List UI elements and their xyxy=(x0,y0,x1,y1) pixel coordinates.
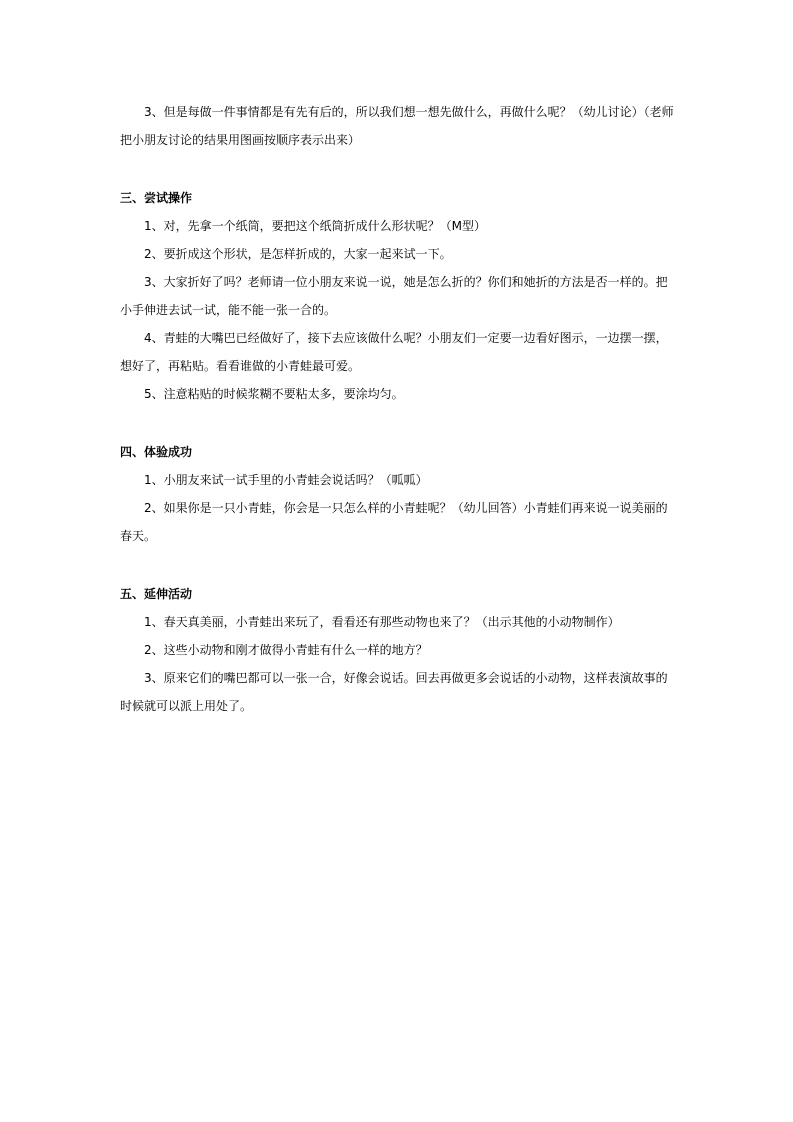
paragraph-s3-item5: 5、注意粘贴的时候浆糊不要粘太多，要涂均匀。 xyxy=(144,387,404,401)
document-body xyxy=(120,98,676,720)
spacer xyxy=(120,550,676,580)
section-heading-4: 四、体验成功 xyxy=(120,445,193,459)
section-heading-5: 五、延伸活动 xyxy=(120,587,193,601)
spacer xyxy=(120,408,676,438)
paragraph-s2-item3: 3、但是每做一件事情都是有先有后的，所以我们想一想先做什么，再做什么呢？（幼儿讨论）（老师把小朋友讨论的结果用图画按顺序表示出来） xyxy=(120,105,674,147)
paragraph-s3-item4: 4、青蛙的大嘴巴已经做好了，接下去应该做什么呢？小朋友们一定要一边看好图示，一边摆一摆，想好了，再粘贴。看看谁做的小青蛙最可爱。 xyxy=(120,331,668,373)
paragraph-s3-item2: 2、要折成这个形状，是怎样折成的，大家一起来试一下。 xyxy=(144,247,452,261)
paragraph-s3-item3: 3、大家折好了吗？老师请一位小朋友来说一说，她是怎么折的？你们和她折的方法是否一样的。把小手伸进去试一试，能不能一张一合的。 xyxy=(120,275,668,317)
paragraph-s4-item1: 1、小朋友来试一试手里的小青蛙会说话吗？（呱呱） xyxy=(144,473,428,487)
paragraph-s4-item2: 2、如果你是一只小青蛙，你会是一只怎么样的小青蛙呢？（幼儿回答）小青蛙们再来说一说美丽的春天。 xyxy=(120,501,668,543)
paragraph-s5-item2: 2、这些小动物和刚才做得小青蛙有什么一样的地方？ xyxy=(144,643,428,657)
section-heading-3: 三、尝试操作 xyxy=(120,191,193,205)
paragraph-s3-item1: 1、对，先拿一个纸筒，要把这个纸筒折成什么形状呢？（M型） xyxy=(144,219,486,233)
paragraph-s5-item3: 3、原来它们的嘴巴都可以一张一合，好像会说话。回去再做更多会说话的小动物，这样表演故事的时候就可以派上用处了。 xyxy=(120,671,668,713)
spacer xyxy=(120,154,676,184)
paragraph-s5-item1: 1、春天真美丽，小青蛙出来玩了，看看还有那些动物也来了？（出示其他的小动物制作） xyxy=(144,615,620,629)
